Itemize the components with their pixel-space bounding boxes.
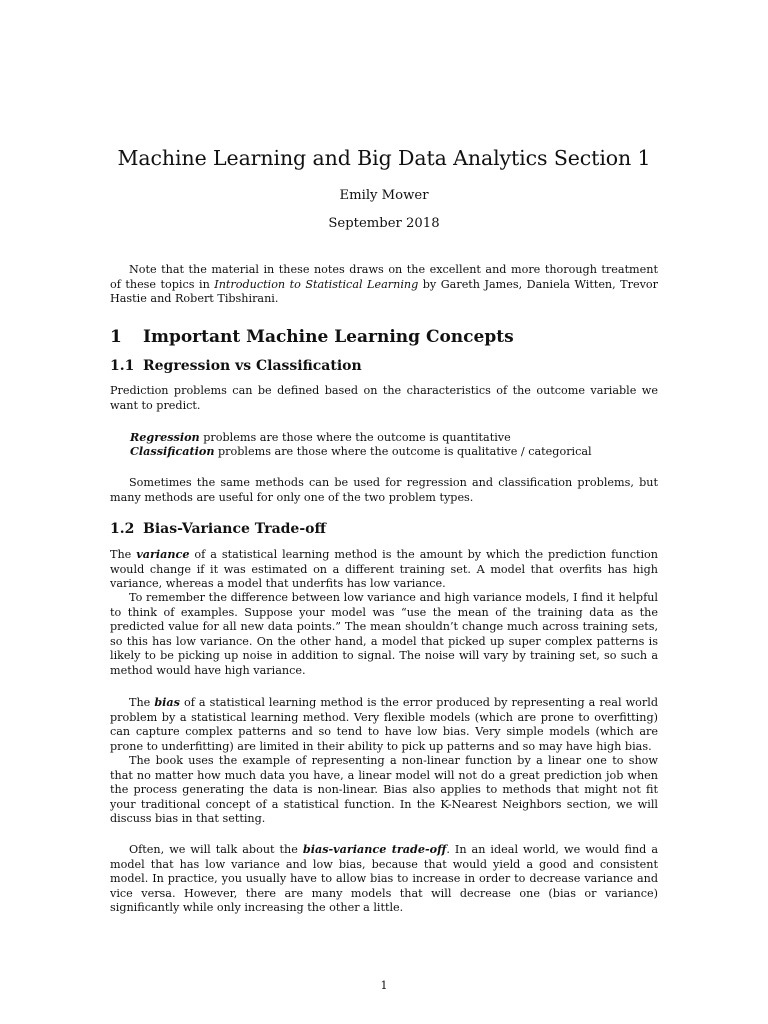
classification-definition [130,444,592,460]
subsection-1-2-number: 1.2 [110,521,135,537]
book-title: Introduction to Statistical Learning [214,277,419,291]
methods-paragraph: Sometimes the same methods can be used for regression and classification problems, but many methods are useful for only one of the two problem types. [110,476,658,504]
intro-text-before: Note that the material in these notes draws on the excellent and more thorough treatment of these topics in [110,263,658,291]
section-1-number: 1 [110,327,122,347]
bias-text-before: The [129,696,155,709]
variance-term: variance [136,547,190,561]
tradeoff-paragraph [110,842,658,916]
tradeoff-text-before: Often, we will talk about the [129,843,303,856]
regression-term: Regression [130,430,200,444]
section-1-title: Important Machine Learning Concepts [143,327,514,347]
page-number: 1 [380,979,388,992]
bias-term: bias [154,695,180,709]
subsection-1-1-number: 1.1 [110,358,135,374]
bias-text-after: of a statistical learning method is the error produced by representing a real world problem by a statistical learning method. Very flexible models (which are prone to overfitting) can capture complex patterns and so tend to have low bias. Very simple models (which are prone to underfitting) are limited in their ability to pick up patterns and so may have high bias. [110,696,658,753]
variance-text-after: of a statistical learning method is the amount by which the prediction function would change if it was estimated on a different training set. A model that overfits has high variance, whereas a model that underfits has low variance. [110,548,658,591]
document-date: September 2018 [328,216,440,231]
tradeoff-term: bias-variance trade-off [302,842,447,856]
document-author: Emily Mower [339,188,429,203]
variance-paragraph [110,547,658,592]
prediction-paragraph: Prediction problems can be defined based on the characteristics of the outcome variable we want to predict. [110,384,658,412]
classification-text: problems are those where the outcome is qualitative / categorical [214,445,592,458]
regression-text: problems are those where the outcome is quantitative [199,431,511,444]
variance-examples-paragraph: To remember the difference between low variance and high variance models, I find it helpful to think of examples. Suppose your model was “use the mean of the training data as the predicted value for all new data points.” The mean shouldn’t change much across training sets, so this has low variance. On the other hand, a model that picked up super complex patterns is likely to be picking up noise in addition to signal. The noise will vary by training set, so such a method would have high variance. [110,591,658,677]
classification-term: Classification [130,444,215,458]
subsection-1-1-heading [110,358,362,374]
subsection-1-1-title: Regression vs Classification [143,358,362,374]
intro-paragraph [110,263,658,307]
document-title: Machine Learning and Big Data Analytics Section 1 [117,146,651,170]
subsection-1-2-title: Bias-Variance Trade-off [143,521,326,537]
intro-text-after: by Gareth James, Daniela Witten, Trevor Hastie and Robert Tibshirani. [110,277,659,306]
subsection-1-2-heading [110,521,326,537]
bias-example-paragraph: The book uses the example of representing a non-linear function by a linear one to show that no matter how much data you have, a linear model will not do a great prediction job when the process generating the data is non-linear. Bias also applies to methods that might not fit your traditional concept of a statistical function. In the K-Nearest Neighbors section, we will discuss bias in that setting. [110,754,658,826]
section-1-heading [110,327,514,347]
bias-paragraph [110,695,658,754]
tradeoff-text-after: . In an ideal world, we would find a model that has low variance and low bias, because that would yield a good and consistent model. In practice, you usually have to allow bias to increase in order to decrease variance and vice versa. However, there are many models that will decrease one (bias or variance) significantly while only increasing the other a little. [110,843,658,915]
variance-text-before: The [110,548,137,561]
